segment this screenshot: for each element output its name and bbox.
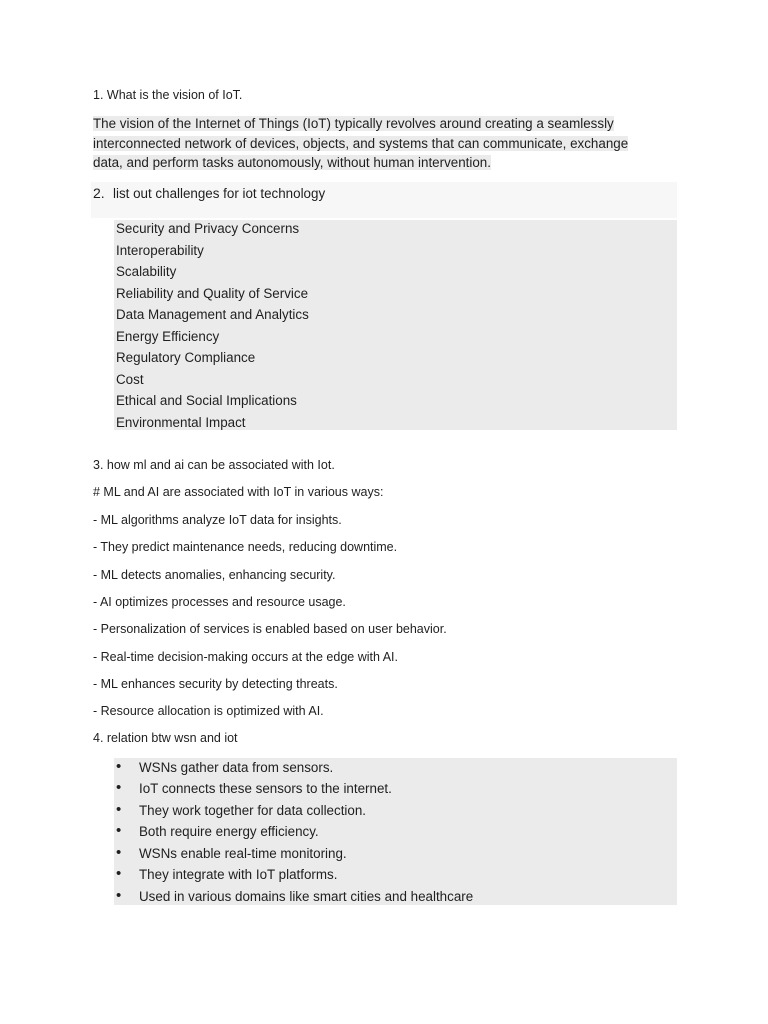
- list-item: - They predict maintenance needs, reducing downtime.: [93, 540, 398, 554]
- bullet-icon: •: [116, 887, 122, 904]
- list-item: Scalability: [116, 264, 177, 279]
- bullet-icon: •: [116, 822, 122, 839]
- challenges-list: [114, 220, 677, 430]
- list-item: Regulatory Compliance: [116, 350, 256, 365]
- list-item: - Resource allocation is optimized with AI.: [93, 704, 324, 718]
- list-item-text: They work together for data collection.: [139, 803, 367, 818]
- list-item: Ethical and Social Implications: [116, 393, 297, 408]
- list-item: - ML detects anomalies, enhancing security.: [93, 568, 336, 582]
- list-item-text: They integrate with IoT platforms.: [139, 867, 338, 882]
- list-item: Energy Efficiency: [116, 329, 220, 344]
- list-item: - AI optimizes processes and resource usage.: [93, 595, 346, 609]
- list-item: Cost: [116, 372, 144, 387]
- list-item: - ML enhances security by detecting threats.: [93, 677, 338, 691]
- list-item: Security and Privacy Concerns: [116, 221, 300, 236]
- list-item-text: Used in various domains like smart cities and healthcare: [139, 889, 474, 904]
- question-2-heading: [91, 182, 677, 218]
- question-2-text: list out challenges for iot technology: [113, 186, 326, 201]
- list-item: Interoperability: [116, 243, 204, 258]
- list-item: - ML algorithms analyze IoT data for insights.: [93, 513, 342, 527]
- question-4-heading: 4. relation btw wsn and iot: [93, 731, 238, 745]
- list-item-text: WSNs gather data from sensors.: [139, 760, 334, 775]
- list-item: Environmental Impact: [116, 415, 246, 430]
- vision-paragraph: [93, 114, 658, 173]
- list-item: - Real-time decision-making occurs at the edge with AI.: [93, 650, 398, 664]
- bullet-icon: •: [116, 779, 122, 796]
- list-item-text: Both require energy efficiency.: [139, 824, 319, 839]
- question-2-number: 2.: [93, 185, 105, 201]
- list-item: - Personalization of services is enabled based on user behavior.: [93, 622, 447, 636]
- vision-paragraph-text: The vision of the Internet of Things (IoT) typically revolves around creating a seamlessly interconnected network of devices, objects, and systems that can communicate, exchange data, and perform tasks autonomously, without human intervention.: [93, 116, 629, 170]
- wsn-iot-list: [114, 758, 677, 905]
- bullet-icon: •: [116, 758, 122, 775]
- list-item-text: IoT connects these sensors to the internet.: [139, 781, 392, 796]
- question-3-intro: # ML and AI are associated with IoT in various ways:: [93, 485, 384, 499]
- question-3-heading: 3. how ml and ai can be associated with Iot.: [93, 458, 335, 472]
- question-1-heading: 1. What is the vision of IoT.: [93, 88, 243, 102]
- list-item: Data Management and Analytics: [116, 307, 309, 322]
- bullet-icon: •: [116, 844, 122, 861]
- list-item: Reliability and Quality of Service: [116, 286, 309, 301]
- bullet-icon: •: [116, 865, 122, 882]
- list-item-text: WSNs enable real-time monitoring.: [139, 846, 347, 861]
- bullet-icon: •: [116, 801, 122, 818]
